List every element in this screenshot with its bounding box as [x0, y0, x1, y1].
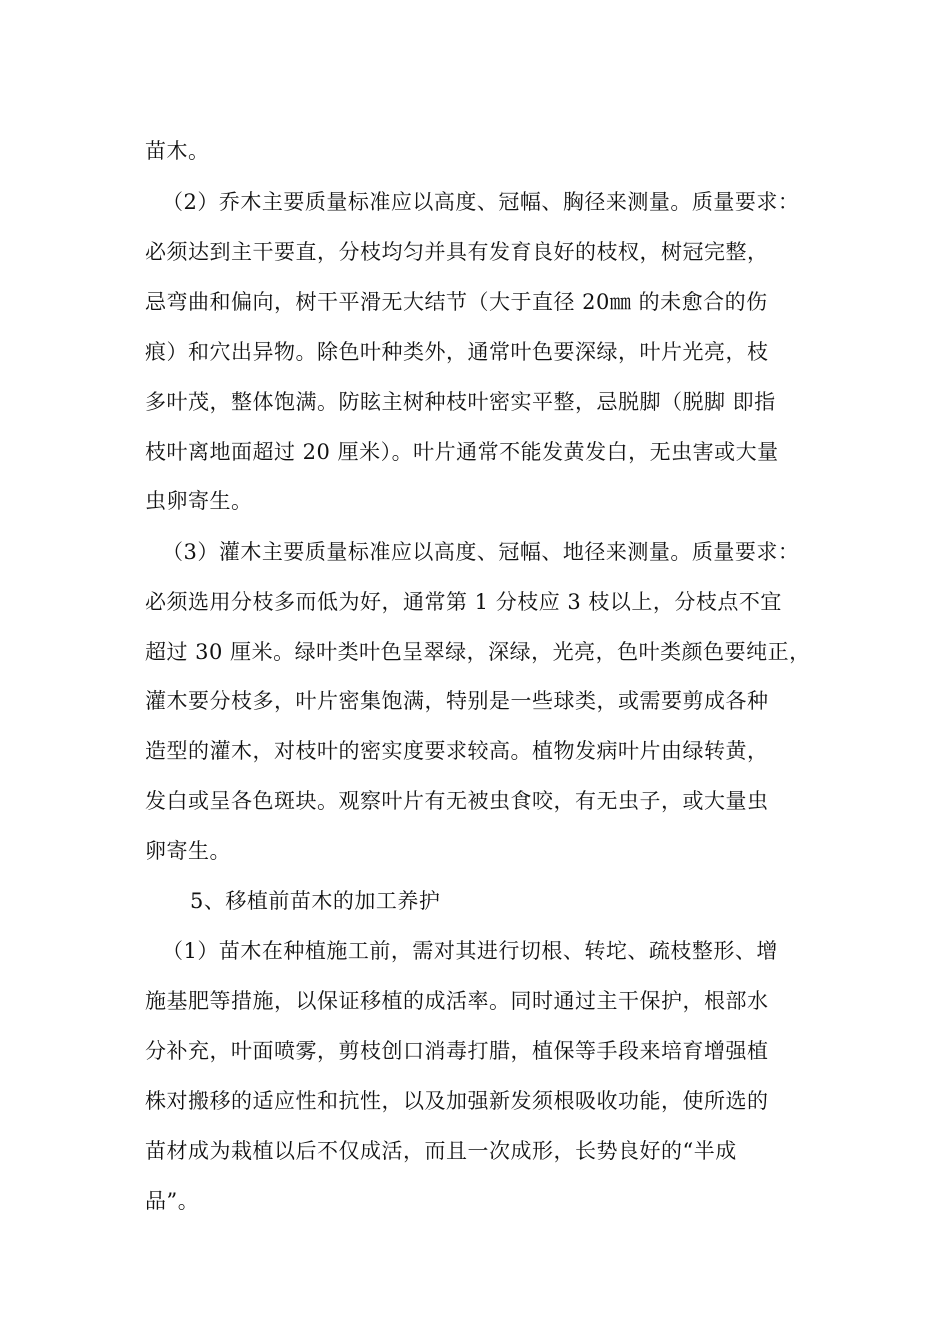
paragraph-heading-shrubs: （3）灌木主要质量标准应以高度、冠幅、地径来测量。质量要求：: [162, 540, 800, 564]
text-line: 多叶茂，整体饱满。防眩主树种枝叶密实平整，忌脱脚（脱脚 即指: [145, 390, 776, 414]
text-line: 株对搬移的适应性和抗性，以及加强新发须根吸收功能，使所选的: [145, 1089, 769, 1113]
text-line: 施基肥等措施，以保证移植的成活率。同时通过主干保护，根部水: [145, 989, 769, 1013]
text-line: 发白或呈各色斑块。观察叶片有无被虫食咬，有无虫子，或大量虫: [145, 789, 769, 813]
section-heading: 5、移植前苗木的加工养护: [190, 889, 441, 913]
text-line: 超过 30 厘米。绿叶类叶色呈翠绿，深绿，光亮，色叶类颜色要纯正，: [145, 640, 811, 664]
text-line: 品”。: [145, 1189, 200, 1213]
text-line: 苗木。: [145, 139, 210, 163]
text-line: 苗材成为栽植以后不仅成活，而且一次成形，长势良好的“半成: [145, 1139, 737, 1163]
paragraph-heading-processing: （1）苗木在种植施工前，需对其进行切根、转坨、疏枝整形、增: [162, 939, 778, 963]
text-line: 痕）和穴出异物。除色叶种类外，通常叶色要深绿，叶片光亮，枝: [145, 340, 769, 364]
text-line: 必须选用分枝多而低为好，通常第 1 分枝应 3 枝以上，分枝点不宜: [145, 590, 782, 614]
text-line: 必须达到主干要直，分枝均匀并具有发育良好的枝杈，树冠完整，: [145, 240, 769, 264]
text-line: 忌弯曲和偏向，树干平滑无大结节（大于直径 20㎜ 的未愈合的伤: [145, 290, 768, 314]
text-line: 灌木要分枝多，叶片密集饱满，特别是一些球类，或需要剪成各种: [145, 689, 769, 713]
paragraph-heading-trees: （2）乔木主要质量标准应以高度、冠幅、胸径来测量。质量要求：: [162, 190, 800, 214]
text-line: 卵寄生。: [145, 839, 231, 863]
text-line: 虫卵寄生。: [145, 489, 253, 513]
text-line: 造型的灌木，对枝叶的密实度要求较高。植物发病叶片由绿转黄，: [145, 739, 769, 763]
text-line: 枝叶离地面超过 20 厘米）。叶片通常不能发黄发白，无虫害或大量: [145, 440, 779, 464]
text-line: 分补充，叶面喷雾，剪枝创口消毒打腊，植保等手段来培育增强植: [145, 1039, 769, 1063]
